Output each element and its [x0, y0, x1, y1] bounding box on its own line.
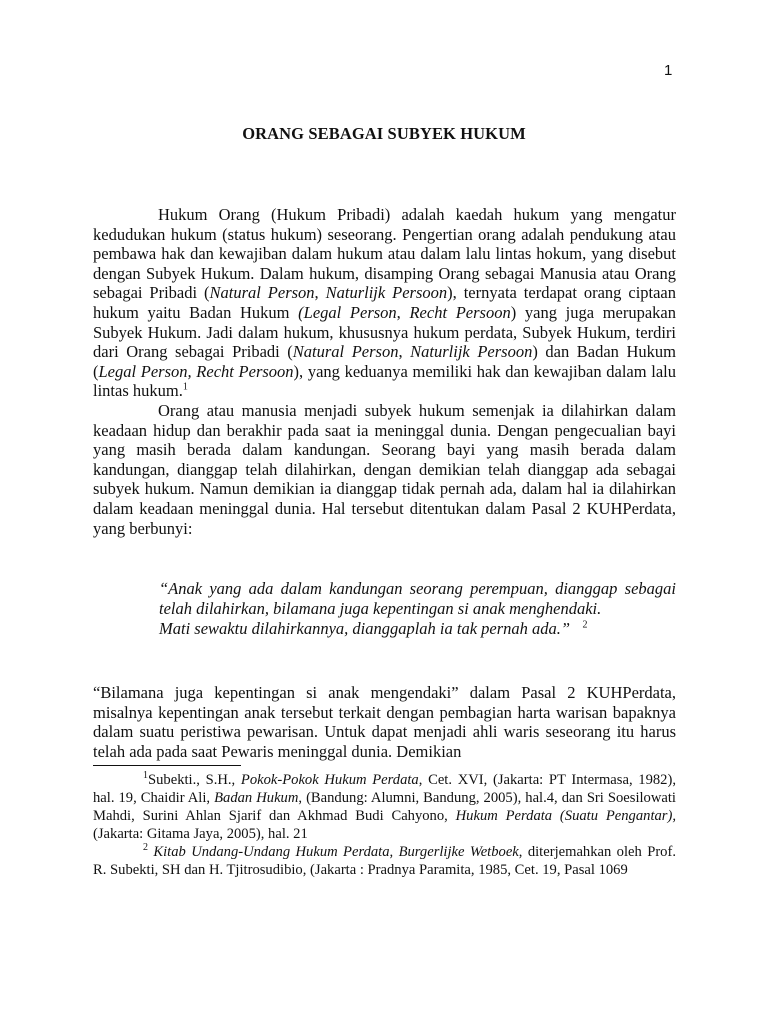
text-run: , diterjemahkan oleh Prof. R. Subekti, SH dan H. Tjitrosudibio, (Jakarta : Pradnya Paramita, 1985, Cet. 19, Pasal 1069 — [93, 844, 676, 878]
footnote-2 — [93, 843, 676, 879]
italic-term: Natural Person — [209, 283, 315, 303]
footnote-number: 1 — [143, 770, 148, 782]
quote-line-1: “Anak yang ada dalam kandungan seorang perempuan, dianggap sebagai telah dilahirkan, bilamana juga kepentingan si anak menghendaki. — [159, 579, 676, 618]
italic-term: Recht Persoon — [409, 302, 511, 322]
text-run: Subekti., S.H., — [148, 772, 241, 788]
footnotes — [93, 771, 676, 879]
page-number: 1 — [664, 62, 673, 79]
footnote-1 — [93, 771, 676, 843]
body-text — [93, 205, 676, 538]
paragraph-3: “Bilamana juga kepentingan si anak mengendaki” dalam Pasal 2 KUHPerdata, misalnya kepentingan anak tersebut terkait dengan pembagian harta warisan bapaknya dalam suatu peristiwa pewarisan. Untuk dapat menjadi ahli waris seseorang itu harus telah ada pada saat Pewaris meninggal dunia. Demikian — [93, 683, 676, 761]
italic-term: Hukum Perdata (Suatu Pengantar), — [455, 808, 676, 824]
text-run: , — [398, 342, 411, 362]
italic-term: Legal Person, Recht Persoon — [98, 361, 294, 381]
document-title: ORANG SEBAGAI SUBYEK HUKUM — [242, 124, 526, 143]
italic-term: Kitab Undang-Undang Hukum Perdata, Burgerlijke Wetboek — [153, 844, 519, 860]
block-quote — [159, 579, 676, 639]
italic-term: Natural Person — [292, 342, 399, 362]
text-run: , Cet. XVI, (Jakarta: PT Intermasa, 1982), hal. 19, Chaidir Ali, — [93, 772, 676, 806]
footnote-separator — [93, 765, 241, 766]
paragraph-3-container — [93, 683, 676, 761]
text-run: , (Bandung: Alumni, Bandung, 2005), hal.4, dan Sri Soesilowati Mahdi, Surini Ahlan Sjarif dan Akhmad Budi Cahyono, — [93, 790, 676, 824]
italic-term: Pokok-Pokok Hukum Perdata — [240, 772, 419, 788]
text-run: Hukum Orang (Hukum Pribadi) adalah kaedah hukum yang mengatur kedudukan hukum (status hukum) seseorang. Pengertian orang adalah pendukung atau pembawa hak dan kewajiban dalam hukum atau dalam lalu lintas hokum, yang disebut dengan Subyek Hukum. Dalam hukum, disamping Orang sebagai Manusia atau Orang sebagai Pribadi ( — [93, 205, 676, 303]
paragraph-2: Orang atau manusia menjadi subyek hukum semenjak ia dilahirkan dalam keadaan hidup dan berakhir pada saat ia meninggal dunia. Dengan pengecualian bayi yang masih berada dalam kandungan. Seorang bayi yang masih berada dalam kandungan, dianggap telah dilahirkan, dengan demikian telah dianggap ada sebagai subyek hukum. Namun demikian ia dianggap tidak pernah ada, dalam hal ia dilahirkan dalam keadaan meninggal dunia. Hal tersebut ditentukan dalam Pasal 2 KUHPerdata, yang berbunyi: — [93, 400, 676, 538]
footnote-ref-2[interactable]: 2 — [582, 619, 588, 631]
text-run: (Jakarta: Gitama Jaya, 2005), hal. 21 — [93, 826, 308, 842]
paragraph-1 — [93, 205, 676, 401]
italic-term: Naturlijk Persoon — [325, 283, 448, 303]
quote-line-2 — [159, 619, 676, 639]
text-run: ) dan Badan Hukum ( — [93, 342, 677, 381]
text-run: , — [314, 283, 326, 303]
footnote-number: 2 — [143, 842, 148, 854]
italic-term: (Legal Person — [298, 302, 397, 322]
italic-term: Naturlijk Persoon — [410, 342, 533, 362]
text-run: ), yang keduanya memiliki hak dan kewajiban dalam lalu lintas hukum. — [93, 361, 676, 401]
text-run: , — [396, 302, 410, 322]
text-run: ) yang juga merupakan Subyek Hukum. Jadi dalam hukum, khususnya hukum perdata, Subyek Hukum, terdiri dari Orang sebagai Pribadi ( — [93, 302, 676, 362]
italic-term: Badan Hukum — [214, 790, 299, 806]
text-run: Mati sewaktu dilahirkannya, dianggaplah ia tak pernah ada.” — [159, 619, 571, 638]
footnote-ref-1[interactable]: 1 — [182, 381, 188, 393]
text-run: ), ternyata terdapat orang ciptaan hukum yaitu Badan Hukum — [93, 283, 677, 322]
